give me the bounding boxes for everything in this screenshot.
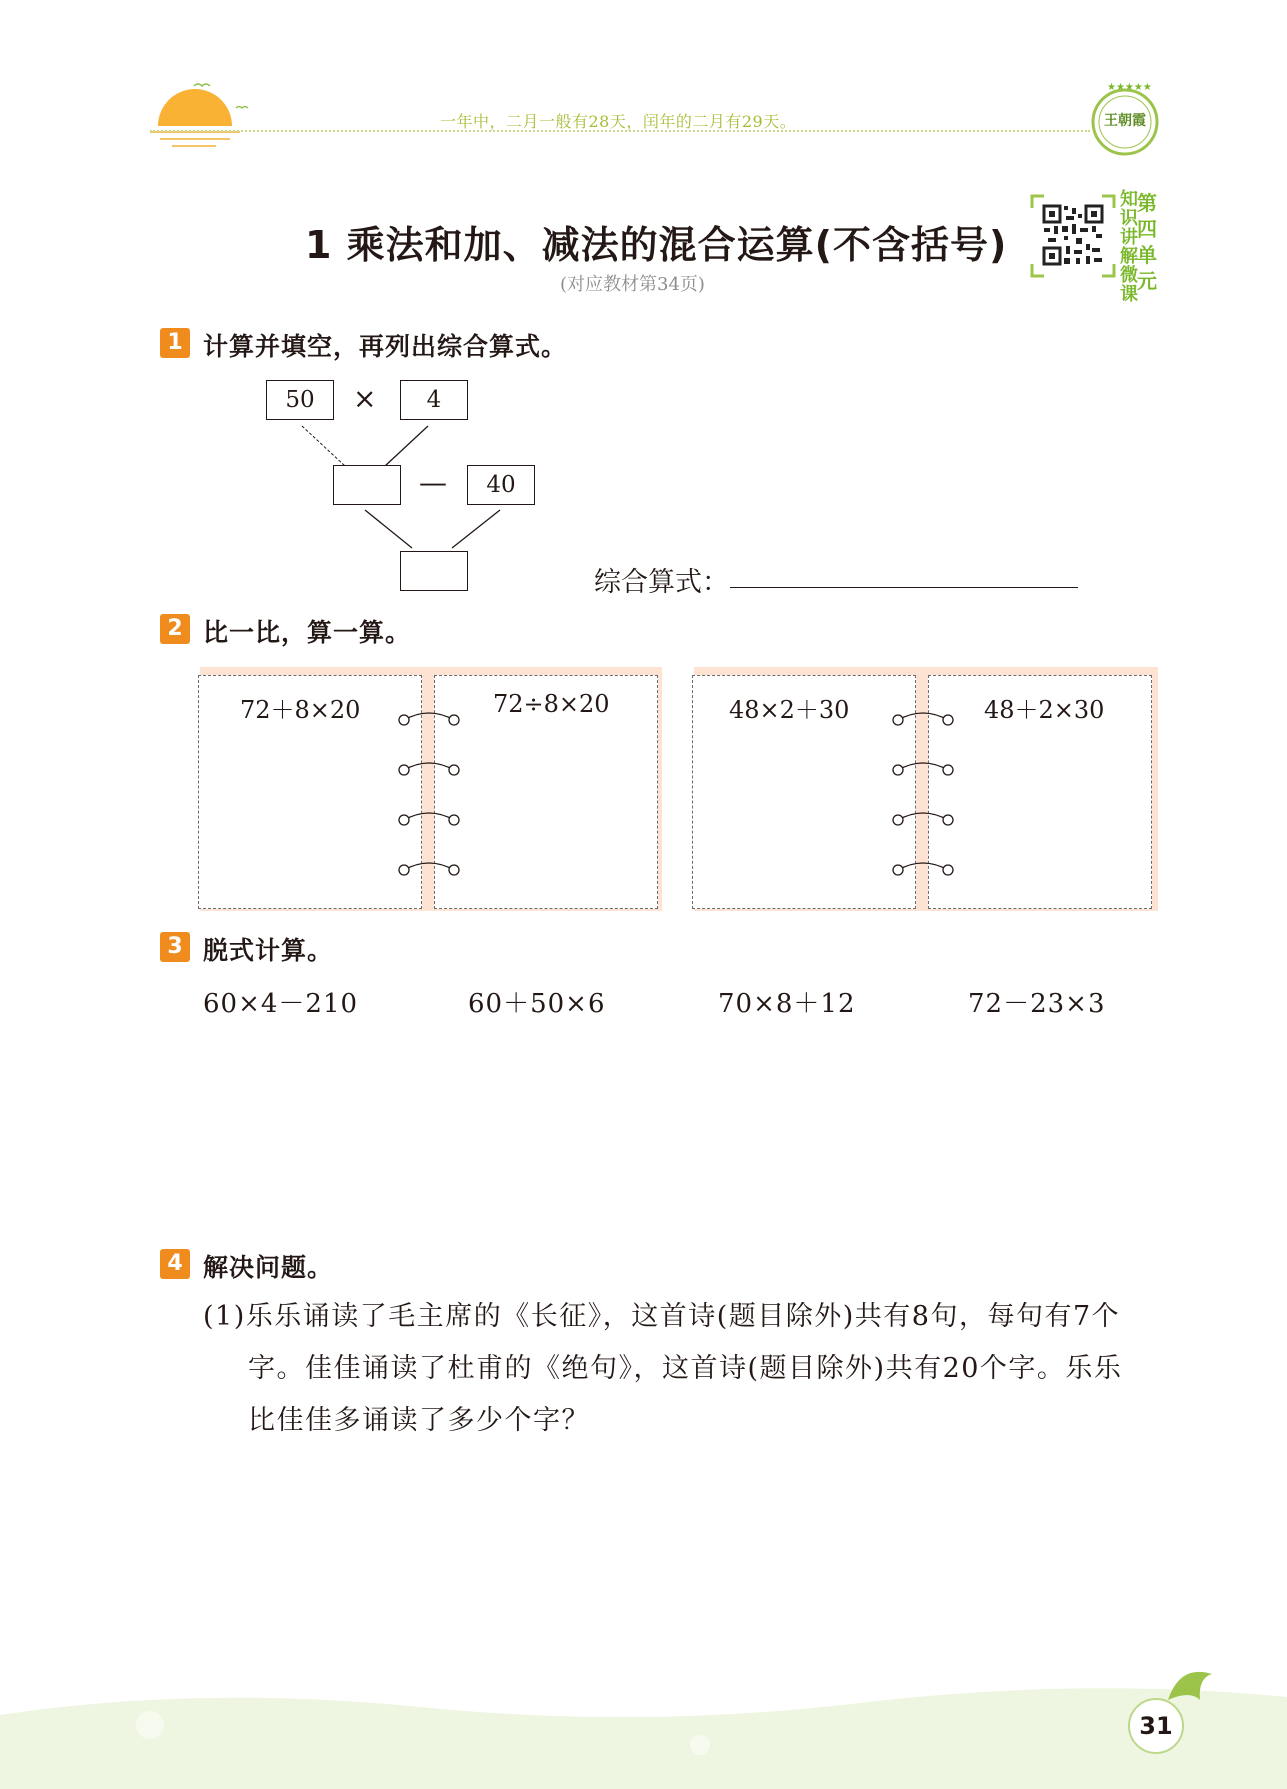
expression: 72＋8×20 — [240, 696, 361, 724]
side-label-unit: 第 四 单 元 — [1137, 191, 1157, 293]
multiply-sign: × — [353, 382, 377, 415]
question-heading: 比一比，算一算。 — [203, 618, 412, 647]
expression: 48×2＋30 — [729, 696, 850, 724]
footer-decoration — [0, 1685, 1287, 1789]
brand-logo-text: 王朝霞 — [1104, 113, 1146, 129]
page-number: 31 — [1128, 1698, 1184, 1754]
problem-text-line: (1)乐乐诵读了毛主席的《长征》，这首诗(题目除外)共有8句，每句有7个 — [203, 1301, 1121, 1332]
calc-item: 60＋50×6 — [468, 989, 606, 1019]
svg-text:★★★★★: ★★★★★ — [1107, 82, 1152, 93]
page-subtitle: (对应教材第34页) — [560, 274, 705, 295]
answer-box-product[interactable] — [333, 465, 401, 505]
ring-binding-icon — [394, 700, 464, 890]
number-box-50: 50 — [266, 380, 334, 420]
question-number-badge: 3 — [160, 932, 190, 962]
minus-sign: — — [419, 466, 447, 499]
number-box-4: 4 — [400, 380, 468, 420]
question-number-badge: 4 — [160, 1249, 190, 1279]
question-heading: 计算并填空，再列出综合算式。 — [203, 332, 568, 361]
problem-text-line: 字。佳佳诵读了杜甫的《绝句》，这首诗(题目除外)共有20个字。乐乐 — [248, 1353, 1123, 1384]
answer-box-result[interactable] — [400, 551, 468, 591]
expression: 48＋2×30 — [984, 696, 1105, 724]
question-heading: 解决问题。 — [203, 1253, 334, 1282]
sun-logo-icon — [150, 78, 260, 150]
calc-item: 72－23×3 — [968, 989, 1106, 1019]
expression: 72÷8×20 — [493, 690, 610, 718]
question-number-badge: 2 — [160, 614, 190, 644]
calc-item: 60×4－210 — [203, 989, 359, 1019]
qr-code-icon[interactable] — [1030, 194, 1116, 278]
brand-logo — [1085, 78, 1165, 158]
ring-binding-icon — [888, 700, 958, 890]
problem-text-line: 比佳佳多诵读了多少个字？ — [248, 1405, 590, 1436]
number-box-40: 40 — [467, 465, 535, 505]
formula-answer-line[interactable] — [730, 587, 1078, 588]
calc-item: 70×8＋12 — [718, 989, 856, 1019]
question-number-badge: 1 — [160, 328, 190, 358]
question-heading: 脱式计算。 — [203, 936, 334, 965]
side-label-micro-lesson: 知 识 讲 解 微 课 — [1120, 189, 1138, 305]
page-title: 1 乘法和加、减法的混合运算(不含括号) — [305, 223, 1008, 267]
header-tip: 一年中，二月一般有28天，闰年的二月有29天。 — [440, 112, 797, 131]
header-divider — [150, 130, 1090, 132]
formula-label: 综合算式： — [594, 567, 729, 598]
